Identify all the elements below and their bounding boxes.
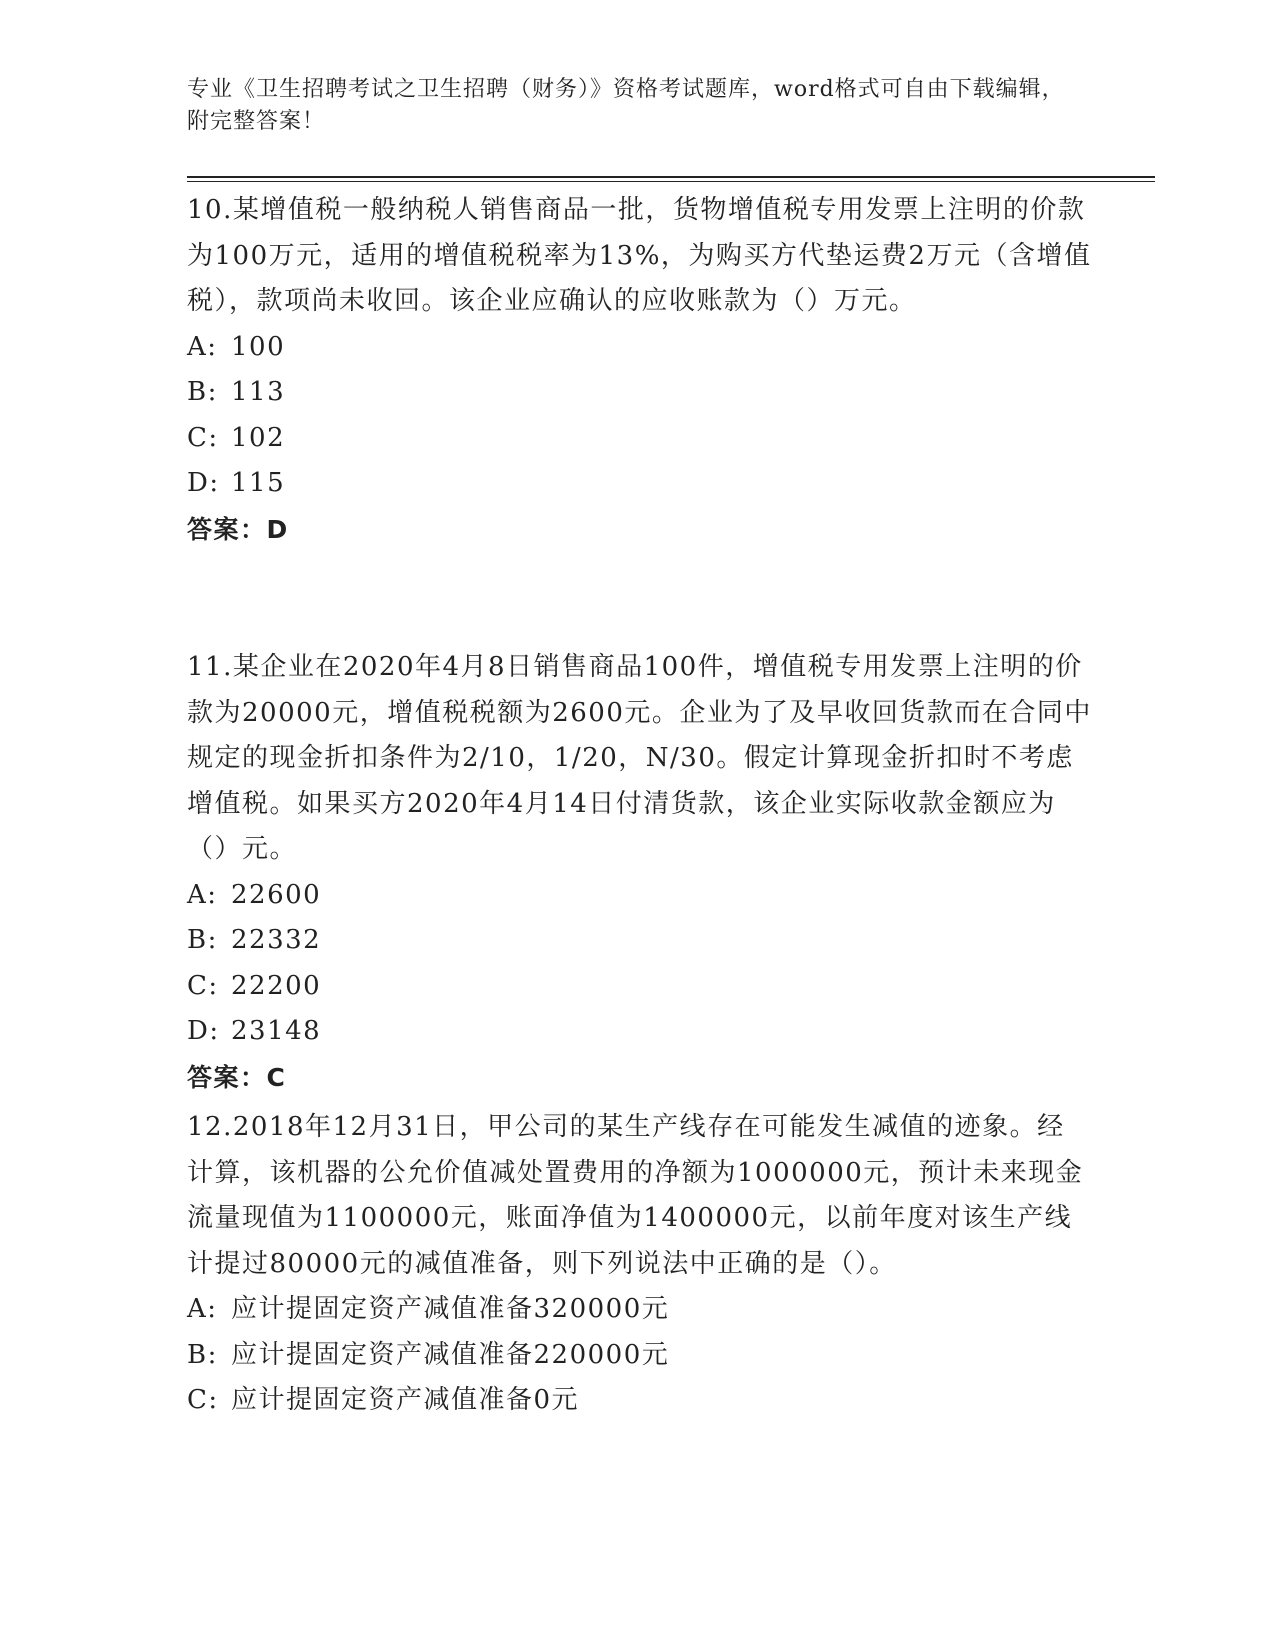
option-label: C:: [187, 970, 219, 1001]
document-header: 专业《卫生招聘考试之卫生招聘（财务）》资格考试题库，word格式可自由下载编辑，附完整答案！: [187, 77, 1065, 134]
option-text: 100: [231, 331, 286, 362]
option-text: 102: [231, 422, 286, 453]
option-text: 22332: [231, 925, 322, 955]
option-a: [187, 325, 1092, 371]
option-label: A:: [187, 331, 218, 362]
question-stem: 10.某增值税一般纳税人销售商品一批，货物增值税专用发票上注明的价款为100万元，适用的增值税税率为13%，为购买方代垫运费2万元（含增值税），款项尚未收回。该企业应确认的应收账款为（）万元。: [187, 195, 1092, 316]
question-12: [187, 1105, 1092, 1424]
option-a: [187, 873, 1092, 919]
option-d: [187, 461, 1092, 507]
option-label: D:: [187, 468, 220, 498]
option-c: [187, 964, 1092, 1010]
option-label: B:: [187, 925, 218, 955]
option-text: 23148: [231, 1016, 322, 1046]
option-label: C:: [187, 422, 219, 453]
answer-line: 答案：D: [187, 514, 289, 544]
option-b: [187, 918, 1092, 964]
option-b: [187, 370, 1092, 416]
header-divider-thick: [187, 176, 1155, 178]
option-text: 应计提固定资产减值准备320000元: [231, 1294, 670, 1324]
question-stem: 11.某企业在2020年4月8日销售商品100件，增值税专用发票上注明的价款为20000元，增值税税额为2600元。企业为了及早收回货款而在合同中规定的现金折扣条件为2/10，1/20，N/30。假定计算现金折扣时不考虑增值税。如果买方2020年4月14日付清货款，该企业实际收款金额应为（）元。: [187, 652, 1092, 864]
header-divider-thin: [187, 181, 1155, 182]
question-11: [187, 645, 1092, 1100]
option-label: D:: [187, 1016, 220, 1046]
option-a: [187, 1287, 1092, 1333]
option-d: [187, 1009, 1092, 1055]
option-label: B:: [187, 1339, 218, 1370]
option-text: 应计提固定资产减值准备220000元: [231, 1339, 670, 1370]
question-stem: 12.2018年12月31日，甲公司的某生产线存在可能发生减值的迹象。经计算，该机器的公允价值减处置费用的净额为1000000元，预计未来现金流量现值为1100000元，账面净值为1400000元，以前年度对该生产线计提过80000元的减值准备，则下列说法中正确的是（）。: [187, 1112, 1084, 1279]
option-c: [187, 416, 1092, 462]
option-label: C:: [187, 1385, 219, 1415]
answer-line: 答案：C: [187, 1062, 287, 1092]
option-b: [187, 1333, 1092, 1379]
question-10: [187, 188, 1092, 552]
option-text: 22200: [231, 970, 322, 1001]
option-text: 115: [231, 468, 286, 498]
option-label: A:: [187, 1294, 218, 1324]
option-text: 应计提固定资产减值准备0元: [231, 1385, 580, 1415]
option-label: A:: [187, 879, 218, 910]
option-label: B:: [187, 377, 218, 407]
option-c: [187, 1378, 1092, 1424]
option-text: 22600: [231, 879, 322, 910]
option-text: 113: [231, 377, 286, 407]
